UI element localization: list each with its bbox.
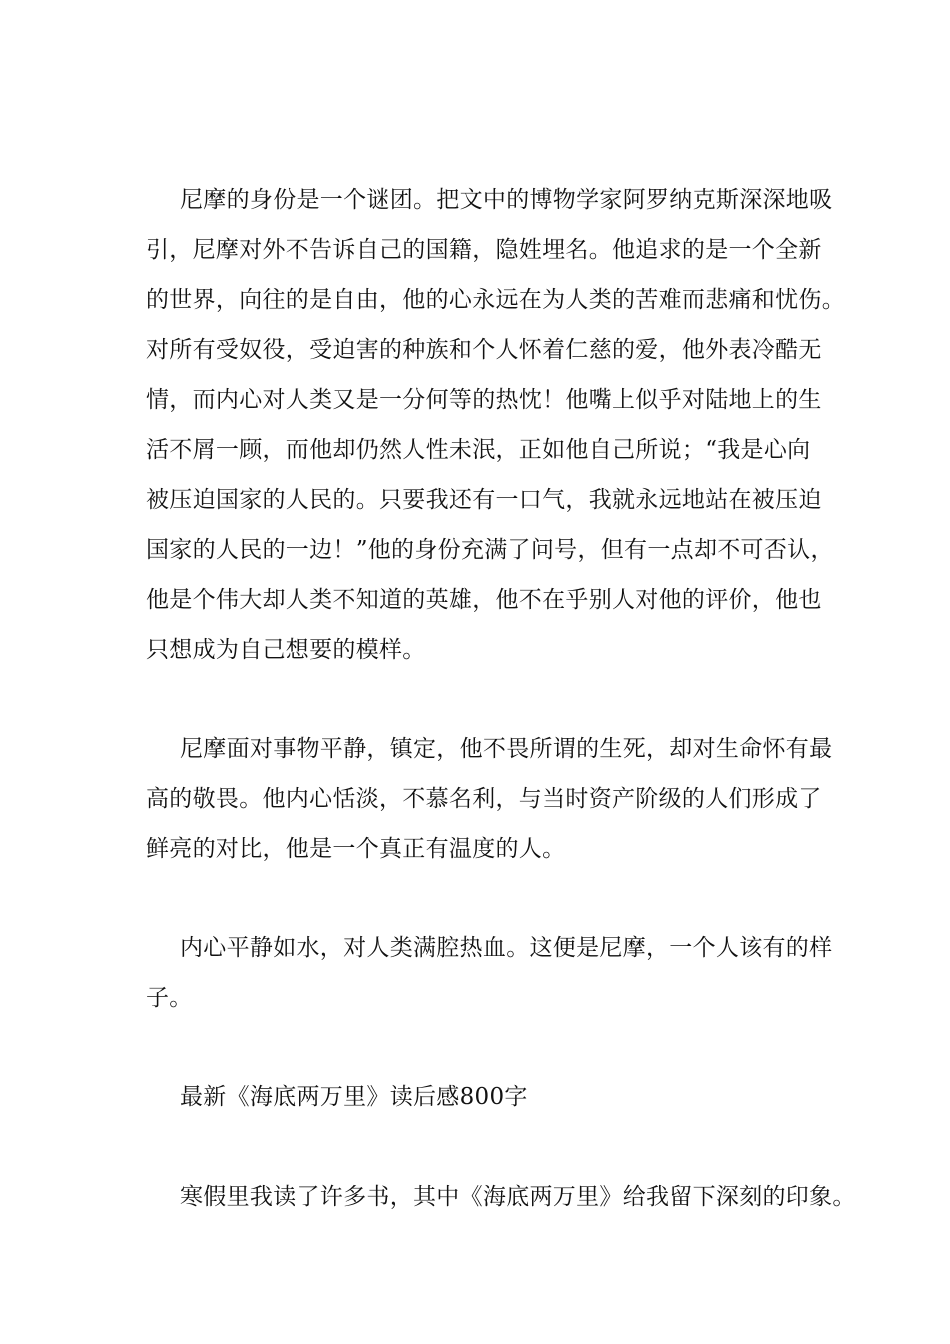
section-heading: 最新《海底两万里》读后感800字 [180,1084,528,1110]
paragraph-1-line-9: 他是个伟大却人类不知道的英雄，他不在乎别人对他的评价，他也 [146,587,822,613]
paragraph-1-line-6: 活不屑一顾，而他却仍然人性未泯，正如他自己所说；“我是心向 [146,437,811,463]
paragraph-2-line-2: 高的敬畏。他内心恬淡，不慕名利，与当时资产阶级的人们形成了 [146,786,822,812]
paragraph-1-line-2: 引，尼摩对外不告诉自己的国籍，隐姓埋名。他追求的是一个全新 [146,237,822,263]
paragraph-3-line-2: 子。 [146,985,193,1011]
paragraph-1-line-5: 情，而内心对人类又是一分何等的热忱！他嘴上似乎对陆地上的生 [146,387,822,413]
paragraph-1-line-4: 对所有受奴役，受迫害的种族和个人怀着仁慈的爱，他外表冷酷无 [146,337,822,363]
paragraph-1-line-8: 国家的人民的一边！”他的身份充满了问号，但有一点却不可否认， [146,537,834,563]
paragraph-2-line-3: 鲜亮的对比，他是一个真正有温度的人。 [146,836,566,862]
paragraph-1-line-7: 被压迫国家的人民的。只要我还有一口气，我就永远地站在被压迫 [146,487,822,513]
paragraph-1-line-10: 只想成为自己想要的模样。 [146,637,426,663]
paragraph-1-line-3: 的世界，向往的是自由，他的心永远在为人类的苦难而悲痛和忧伤。 [146,287,845,313]
paragraph-4-line-1: 寒假里我读了许多书，其中《海底两万里》给我留下深刻的印象。 [180,1184,856,1210]
paragraph-2-line-1: 尼摩面对事物平静，镇定，他不畏所谓的生死，却对生命怀有最 [180,736,833,762]
paragraph-3-line-1: 内心平静如水，对人类满腔热血。这便是尼摩，一个人该有的样 [180,935,833,961]
paragraph-1-line-1: 尼摩的身份是一个谜团。把文中的博物学家阿罗纳克斯深深地吸 [180,187,833,213]
